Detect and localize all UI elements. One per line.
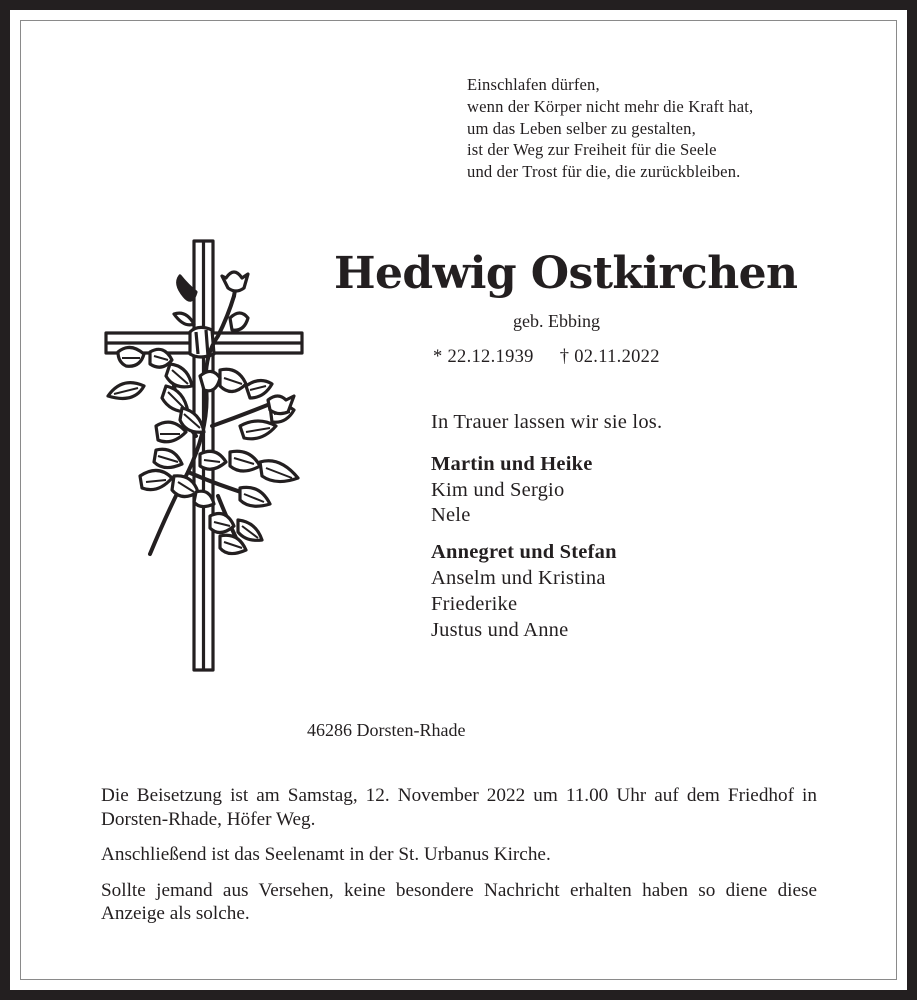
poem-line: Einschlafen dürfen, [467,75,600,94]
poem-line: und der Trost für die, die zurückbleiben. [467,162,741,182]
family-member: Anselm und Kristina [431,566,606,589]
family-group [431,540,662,643]
death-date: † 02.11.2022 [559,347,660,367]
family-head: Martin und Heike [431,452,593,475]
life-dates [433,347,660,368]
requiem-info: Anschließend ist das Seelenamt in der St. Urbanus Kirche. [101,844,551,865]
family-member: Justus und Anne [431,618,569,641]
family-member: Friederike [431,592,518,615]
burial-info: Die Beisetzung ist am Samstag, 12. November 2022 um 11.00 Uhr auf dem Friedhof in Dorsten-Rhade, Höfer Weg. [101,785,817,830]
birth-date: * 22.12.1939 [433,347,534,367]
address: 46286 Dorsten-Rhade [307,720,466,740]
disclaimer: Sollte jemand aus Versehen, keine besondere Nachricht erhalten haben so diene diese Anzeige als solche. [101,879,817,924]
mourning-intro: In Trauer lassen wir sie los. [431,411,663,433]
deceased-name: Hedwig Ostkirchen [334,248,798,299]
poem-line: wenn der Körper nicht mehr die Kraft hat, [467,96,754,116]
poem [467,74,753,183]
poem-line: um das Leben selber zu gestalten, [467,118,696,138]
cross-with-roses-icon [100,236,310,676]
family-head: Annegret und Stefan [431,541,617,564]
funeral-notice [101,784,817,938]
family-group [431,452,662,529]
mourners-section [431,410,662,654]
maiden-name: geb. Ebbing [513,311,600,331]
family-member: Nele [431,504,471,527]
family-member: Kim und Sergio [431,478,565,501]
poem-line: ist der Weg zur Freiheit für die Seele [467,140,717,160]
